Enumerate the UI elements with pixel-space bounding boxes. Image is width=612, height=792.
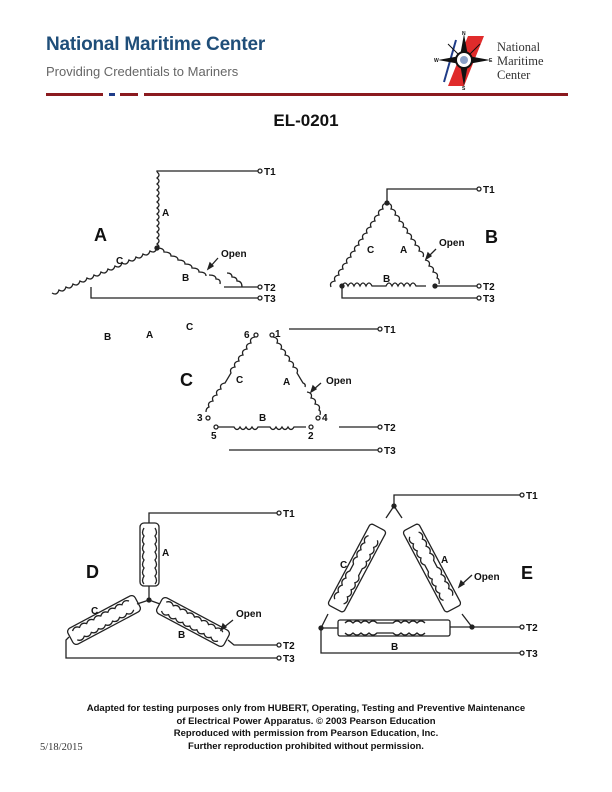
svg-text:T2: T2 — [283, 641, 295, 652]
svg-text:C: C — [186, 322, 194, 333]
diagram-b-label: B — [485, 227, 498, 247]
svg-text:B: B — [182, 273, 190, 284]
svg-text:T3: T3 — [264, 294, 276, 305]
svg-text:T1: T1 — [483, 185, 495, 196]
svg-text:A: A — [400, 245, 408, 256]
svg-text:T1: T1 — [283, 509, 295, 520]
svg-text:C: C — [340, 560, 348, 571]
logo-text: National Maritime Center — [497, 40, 544, 82]
svg-text:C: C — [367, 245, 375, 256]
svg-text:Open: Open — [326, 376, 352, 387]
svg-text:Open: Open — [236, 609, 262, 620]
svg-text:T1: T1 — [526, 491, 538, 502]
svg-text:A: A — [162, 208, 170, 219]
svg-text:W: W — [434, 58, 439, 64]
svg-text:T2: T2 — [384, 423, 396, 434]
diagram-c — [206, 327, 382, 452]
svg-text:B: B — [178, 630, 186, 641]
svg-text:C: C — [91, 606, 99, 617]
svg-text:E: E — [489, 58, 493, 64]
svg-text:T1: T1 — [384, 325, 396, 336]
document-title: EL-0201 — [273, 111, 339, 130]
svg-text:A: A — [441, 555, 449, 566]
svg-text:6: 6 — [244, 330, 250, 341]
svg-text:C: C — [116, 256, 124, 267]
svg-text:T3: T3 — [384, 446, 396, 457]
diagram-c-label: C — [180, 370, 193, 390]
svg-text:T3: T3 — [483, 294, 495, 305]
diagram-a-label: A — [94, 225, 107, 245]
svg-text:T3: T3 — [526, 649, 538, 660]
svg-text:A: A — [283, 377, 291, 388]
svg-text:Open: Open — [439, 238, 465, 249]
svg-text:T2: T2 — [264, 283, 276, 294]
svg-text:Open: Open — [474, 572, 500, 583]
svg-text:A: A — [162, 548, 170, 559]
svg-text:C: C — [236, 375, 244, 386]
diagram-d-label: D — [86, 562, 99, 582]
diagram-a — [52, 169, 262, 300]
page-header-subtitle: Providing Credentials to Mariners — [46, 64, 239, 79]
svg-text:B: B — [383, 274, 391, 285]
svg-text:B: B — [391, 642, 399, 653]
svg-text:T3: T3 — [283, 654, 295, 665]
svg-text:N: N — [462, 31, 466, 37]
svg-text:2: 2 — [308, 431, 314, 442]
svg-text:B: B — [104, 332, 112, 343]
svg-text:Open: Open — [221, 249, 247, 260]
copyright-notice: Adapted for testing purposes only from HUBERT, Operating, Testing and Preventive Maintenance of Electrical Power Apparatus. © 2003 Pearson Education Reproduced with permission from Pearson Education, Inc. Further reproduction prohibited without permission. — [86, 703, 526, 752]
page-header-title: National Maritime Center — [46, 34, 266, 55]
diagram-d — [66, 511, 281, 660]
svg-text:B: B — [259, 413, 267, 424]
svg-text:T1: T1 — [264, 167, 276, 178]
svg-text:T2: T2 — [526, 623, 538, 634]
svg-text:S: S — [462, 86, 466, 90]
svg-text:A: A — [146, 330, 154, 341]
svg-text:T2: T2 — [483, 282, 495, 293]
document-date: 5/18/2015 — [40, 742, 83, 753]
diagram-e-label: E — [521, 563, 534, 583]
svg-text:3: 3 — [197, 413, 203, 424]
svg-text:5: 5 — [211, 431, 217, 442]
svg-text:1: 1 — [275, 329, 281, 340]
svg-text:4: 4 — [322, 413, 328, 424]
